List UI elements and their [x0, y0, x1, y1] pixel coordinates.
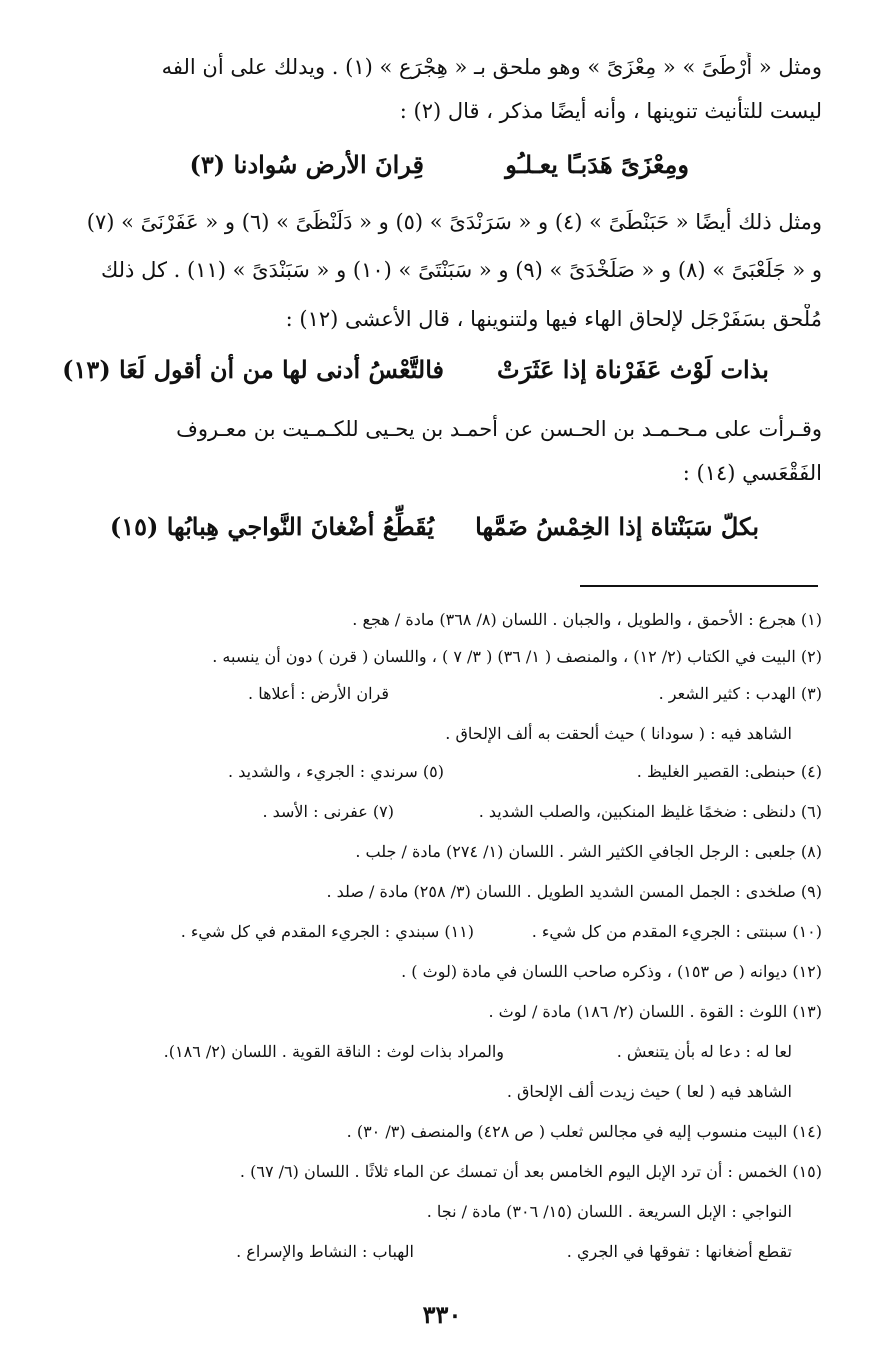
footnote-12: (١٢) ديوانه ( ص ١٥٣) ، وذكره صاحب اللسان في مادة (لوث ) . — [401, 962, 822, 981]
footnote-13: (١٣) اللوث : القوة . اللسان (٢/ ١٨٦) مادة / لوث . — [488, 1002, 822, 1021]
footnote-5: (٥) سرندي : الجريء ، والشديد . — [228, 762, 444, 781]
page-number: ٣٣٠ — [422, 1300, 462, 1329]
footnote-10: (١٠) سبنتى : الجريء المقدم من كل شيء . — [531, 922, 822, 941]
body-line-3: ومثل ذلك أيضًا « حَبَنْطَىً » (٤) و « سَرَنْدَىً » (٥) و « دَلَنْظَىً » (٦) و « عَفَرْنَىً » (٧) — [86, 210, 822, 234]
footnote-11: (١١) سبندي : الجريء المقدم في كل شيء . — [180, 922, 474, 941]
footnote-8: (٨) جلعبى : الرجل الجافي الكثير الشر . اللسان (١/ ٢٧٤) مادة / جلب . — [355, 842, 822, 861]
verse-1-first-hemistich: ومِعْزَىً هَدَبـًا يعـلـُو — [505, 150, 689, 179]
verse-1-second-hemistich: قِرانَ الأرض سُوادنا (٣) — [189, 150, 424, 179]
footnote-13-witness: الشاهد فيه ( لعا ) حيث زيدت ألف الإلحاق . — [506, 1082, 792, 1101]
footnote-13-definition: لعا له : دعا له بأن يتنعش . — [616, 1042, 792, 1061]
footnote-3-continued: قران الأرض : أعلاها . — [248, 684, 389, 703]
footnote-15-adghan: تقطع أضغانها : تفوقها في الجري . — [566, 1242, 792, 1261]
body-line-4: و « جَلَعْبَىً » (٨) و « صَلَخْدَىً » (٩) و « سَبَنْتَىً » (١٠) و « سَبَنْدَىً » (١١) . كل ذلك — [100, 258, 822, 282]
footnote-9: (٩) صلخدى : الجمل المسن الشديد الطويل . اللسان (٣/ ٢٥٨) مادة / صلد . — [326, 882, 822, 901]
footnote-14: (١٤) البيت منسوب إليه في مجالس ثعلب ( ص ٤٢٨) والمنصف (٣/ ٣٠) . — [346, 1122, 822, 1141]
footnote-6: (٦) دلنظى : ضخمًا غليظ المنكبين، والصلب الشديد . — [478, 802, 822, 821]
verse-3-first-hemistich: بكلّ سَبَنْتاة إذا الخِمْسُ ضَمَّها — [475, 512, 759, 541]
verse-2-second-hemistich: فالتَّعْسُ أدنى لها من أن أقول لَعَا (١٣) — [62, 355, 444, 384]
verse-3-second-hemistich: يُقَطِّعُ أضْغانَ النَّواجي هِبابُها (١٥) — [109, 512, 434, 541]
footnote-15: (١٥) الخمس : أن ترد الإبل اليوم الخامس بعد أن تمسك عن الماء ثلاثًا . اللسان (٦/ ٦٧) . — [239, 1162, 822, 1181]
verse-2-first-hemistich: بذات لَوْث عَفَرْناة إذا عَثَرَتْ — [497, 355, 769, 384]
footnote-15-najawi: النواجي : الإبل السريعة . اللسان (١٥/ ٣٠٦) مادة / نجا . — [426, 1202, 792, 1221]
footnote-4: (٤) حبنطى: القصير الغليظ . — [636, 762, 822, 781]
footnote-3: (٣) الهدب : كثير الشعر . — [658, 684, 822, 703]
footnote-13-meaning: والمراد بذات لوث : الناقة القوية . اللسان (٢/ ١٨٦). — [163, 1042, 504, 1061]
footnote-separator — [580, 585, 818, 587]
footnote-1: (١) هجرع : الأحمق ، والطويل ، والجبان . اللسان (٨/ ٣٦٨) مادة / هجع . — [352, 610, 822, 629]
body-line-5: مُلْحق بسَفَرْجَل لإلحاق الهاء فيها ولتنوينها ، قال الأعشى (١٢) : — [285, 307, 822, 331]
body-line-6: وقـرأت على مـحـمـد بن الحـسن عن أحمـد بن يحـيى للكـمـيت بن معـروف — [176, 417, 822, 441]
footnote-15-hibab: الهباب : النشاط والإسراع . — [236, 1242, 414, 1261]
footnote-2: (٢) البيت في الكتاب (٢/ ١٢) ، والمنصف ( ١/ ٣٦) ( ٣/ ٧ ) ، واللسان ( قرن ) دون أن ينسبه . — [212, 647, 822, 666]
footnote-3-witness: الشاهد فيه : ( سودانا ) حيث ألحقت به ألف الإلحاق . — [445, 724, 792, 743]
body-line-2: ليست للتأنيث تنوينها ، وأنه أيضًا مذكر ، قال (٢) : — [399, 99, 822, 123]
footnote-7: (٧) عفرنى : الأسد . — [262, 802, 394, 821]
body-line-7: الفَقْعَسي (١٤) : — [682, 461, 822, 485]
body-line-1: ومثل « أَرْطَىً » « مِعْزَىً » وهو ملحق بـ « هِجْرَع » (١) . ويدلك على أن الفه — [161, 55, 822, 79]
